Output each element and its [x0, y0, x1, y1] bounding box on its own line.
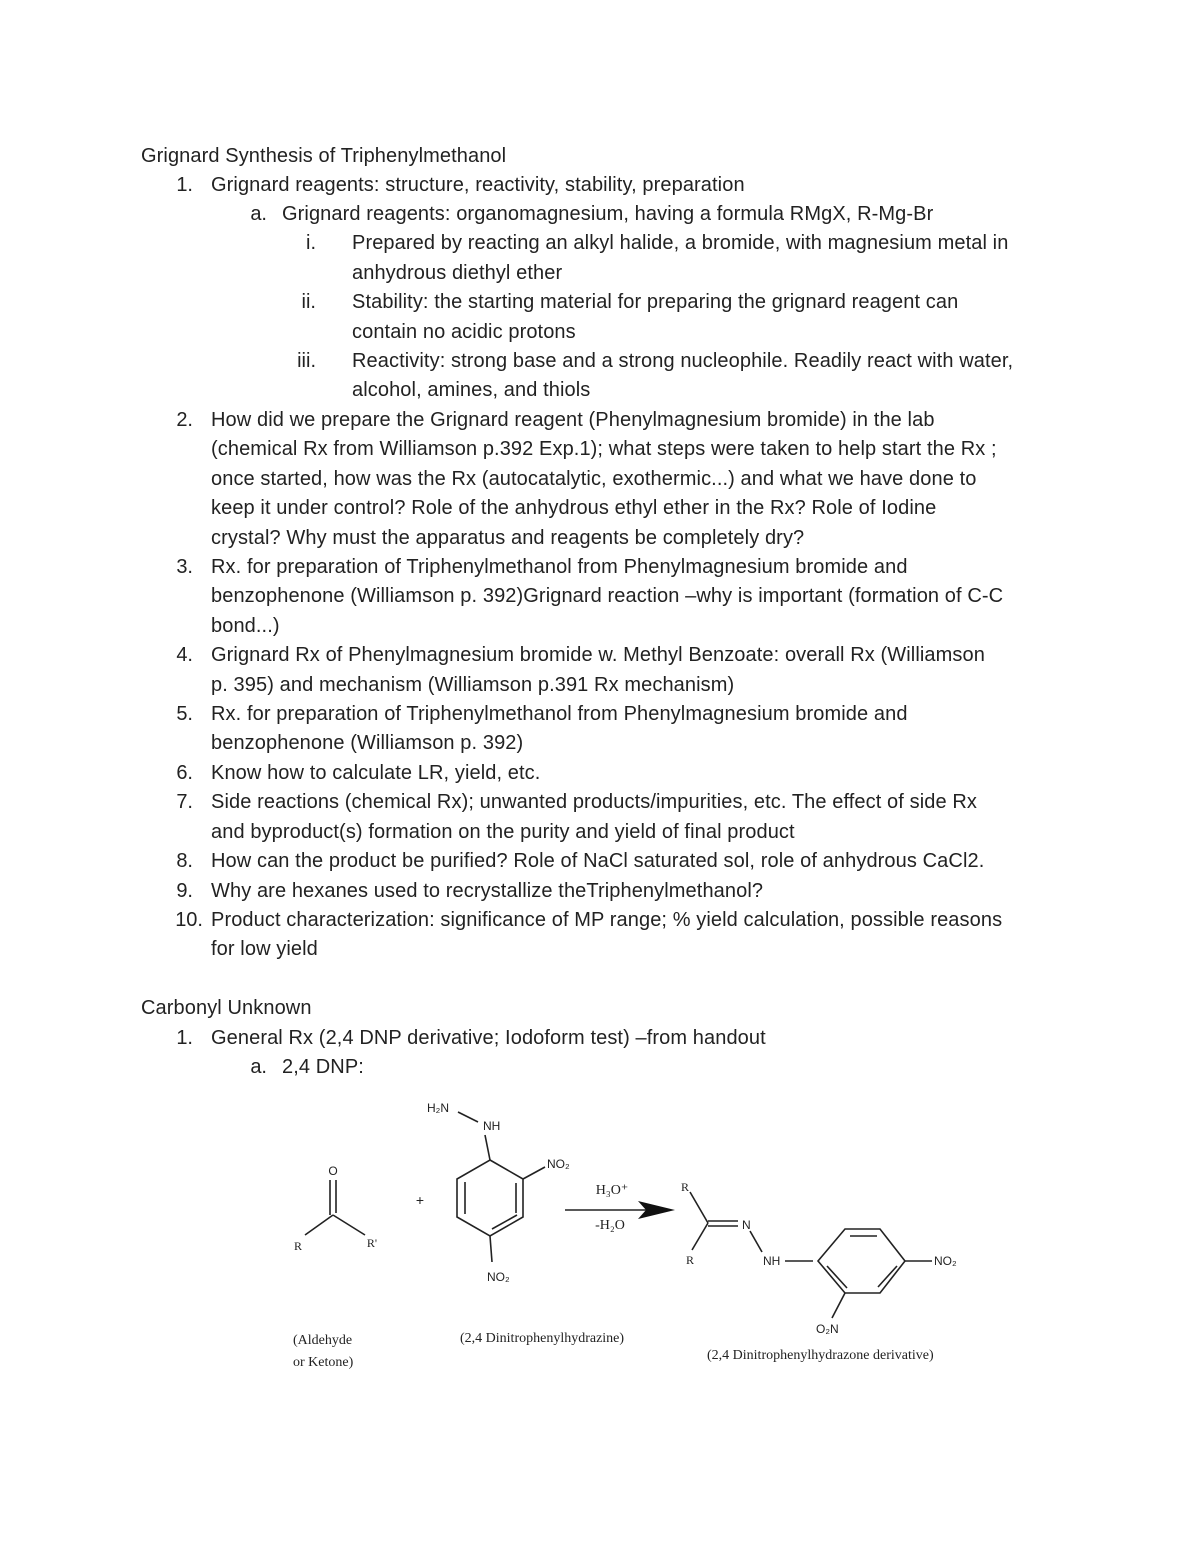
list-item-text: How can the product be purified? Role of NaCl saturated sol, role of anhydrous CaCl2.: [211, 850, 985, 872]
section-title-carbonyl: Carbonyl Unknown: [141, 997, 312, 1019]
plus-sign: +: [415, 1192, 425, 1208]
list-item-text: p. 395) and mechanism (Williamson p.391 Rx mechanism): [211, 674, 735, 696]
list-number: 7.: [176, 791, 193, 813]
list-item-text: Side reactions (chemical Rx); unwanted products/impurities, etc. The effect of side Rx: [211, 791, 977, 813]
list-item-text: Rx. for preparation of Triphenylmethanol from Phenylmagnesium bromide and: [211, 703, 908, 725]
list-number: 2.: [176, 409, 193, 431]
list-item-text: bond...): [211, 615, 280, 637]
list-item-text: once started, how was the Rx (autocatalytic, exothermic...) and what we have done to: [211, 468, 977, 490]
list-item-text: How did we prepare the Grignard reagent (Phenylmagnesium bromide) in the lab: [211, 409, 935, 431]
section-title-grignard: Grignard Synthesis of Triphenylmethanol: [141, 145, 507, 167]
carbonyl-structure: [305, 1180, 365, 1235]
carbonyl-r-label: R: [293, 1239, 303, 1253]
list-item-text: Grignard reagents: structure, reactivity, stability, preparation: [211, 174, 745, 196]
sublist-item-text: 2,4 DNP:: [282, 1056, 364, 1078]
caption-hydrazone: (2,4 Dinitrophenylhydrazone derivative): [707, 1348, 934, 1363]
list-item-text: and byproduct(s) formation on the purity and yield of final product: [211, 821, 795, 843]
roman-item-text: alcohol, amines, and thiols: [352, 379, 591, 401]
list-item-text: (chemical Rx from Williamson p.392 Exp.1); what steps were taken to help start the Rx ;: [211, 438, 997, 460]
list-number: 10.: [175, 909, 203, 931]
list-number: 5.: [176, 703, 193, 725]
product-no2-label: NO₂: [934, 1254, 957, 1268]
list-number: 4.: [176, 644, 193, 666]
sublist-letter: a.: [250, 203, 267, 225]
product-r-bottom-label: R: [685, 1253, 695, 1267]
list-item-text: for low yield: [211, 938, 318, 960]
dnp-reaction-scheme: [280, 1090, 1000, 1390]
product-nh-label: NH: [763, 1254, 781, 1268]
list-number: 3.: [176, 556, 193, 578]
list-item-text: benzophenone (Williamson p. 392): [211, 732, 524, 754]
condition-acid: H₃O⁺: [595, 1183, 629, 1198]
list-item-text: Know how to calculate LR, yield, etc.: [211, 762, 541, 784]
list-item-text: crystal? Why must the apparatus and reagents be completely dry?: [211, 527, 805, 549]
sublist-item-text: Grignard reagents: organomagnesium, having a formula RMgX, R-Mg-Br: [282, 203, 934, 225]
caption-ketone: or Ketone): [293, 1355, 354, 1370]
list-number: 8.: [176, 850, 193, 872]
sublist-letter: a.: [250, 1056, 267, 1078]
list-item-text: Why are hexanes used to recrystallize theTriphenylmethanol?: [211, 880, 764, 902]
roman-label: iii.: [297, 350, 316, 372]
product-n-label: N: [742, 1218, 751, 1232]
roman-item-text: contain no acidic protons: [352, 321, 576, 343]
carbonyl-o-label: O: [328, 1164, 338, 1178]
dnph-structure: [457, 1112, 545, 1262]
nh-label: NH: [483, 1119, 501, 1133]
roman-label: ii.: [301, 291, 316, 313]
no2-top-label: NO₂: [547, 1157, 570, 1171]
roman-item-text: Stability: the starting material for preparing the grignard reagent can: [352, 291, 959, 313]
list-item-text: Product characterization: significance of MP range; % yield calculation, possible reasons: [211, 909, 1003, 931]
roman-item-text: anhydrous diethyl ether: [352, 262, 563, 284]
list-item-text: keep it under control? Role of the anhydrous ethyl ether in the Rx? Role of Iodine: [211, 497, 937, 519]
list-number: 9.: [176, 880, 193, 902]
product-r-top-label: R: [680, 1180, 690, 1194]
list-number: 1.: [176, 174, 193, 196]
list-number: 1.: [176, 1027, 193, 1049]
condition-water: -H₂O: [595, 1218, 625, 1233]
roman-item-text: Reactivity: strong base and a strong nucleophile. Readily react with water,: [352, 350, 1014, 372]
roman-label: i.: [306, 232, 316, 254]
caption-dnph: (2,4 Dinitrophenylhydrazine): [460, 1331, 625, 1346]
no2-bottom-label: NO₂: [487, 1270, 510, 1284]
caption-aldehyde: (Aldehyde: [293, 1333, 353, 1348]
list-number: 6.: [176, 762, 193, 784]
product-o2n-label: O₂N: [816, 1322, 839, 1336]
list-item-text: benzophenone (Williamson p. 392)Grignard reaction –why is important (formation of C-C: [211, 585, 1004, 607]
hydrazone-structure: [690, 1192, 932, 1318]
h2n-label: H₂N: [427, 1101, 449, 1115]
carbonyl-r-prime-label: R': [366, 1236, 378, 1250]
list-item-text: Rx. for preparation of Triphenylmethanol from Phenylmagnesium bromide and: [211, 556, 908, 578]
list-item-text: General Rx (2,4 DNP derivative; Iodoform test) –from handout: [211, 1027, 766, 1049]
list-item-text: Grignard Rx of Phenylmagnesium bromide w. Methyl Benzoate: overall Rx (Williamson: [211, 644, 985, 666]
roman-item-text: Prepared by reacting an alkyl halide, a bromide, with magnesium metal in: [352, 232, 1009, 254]
